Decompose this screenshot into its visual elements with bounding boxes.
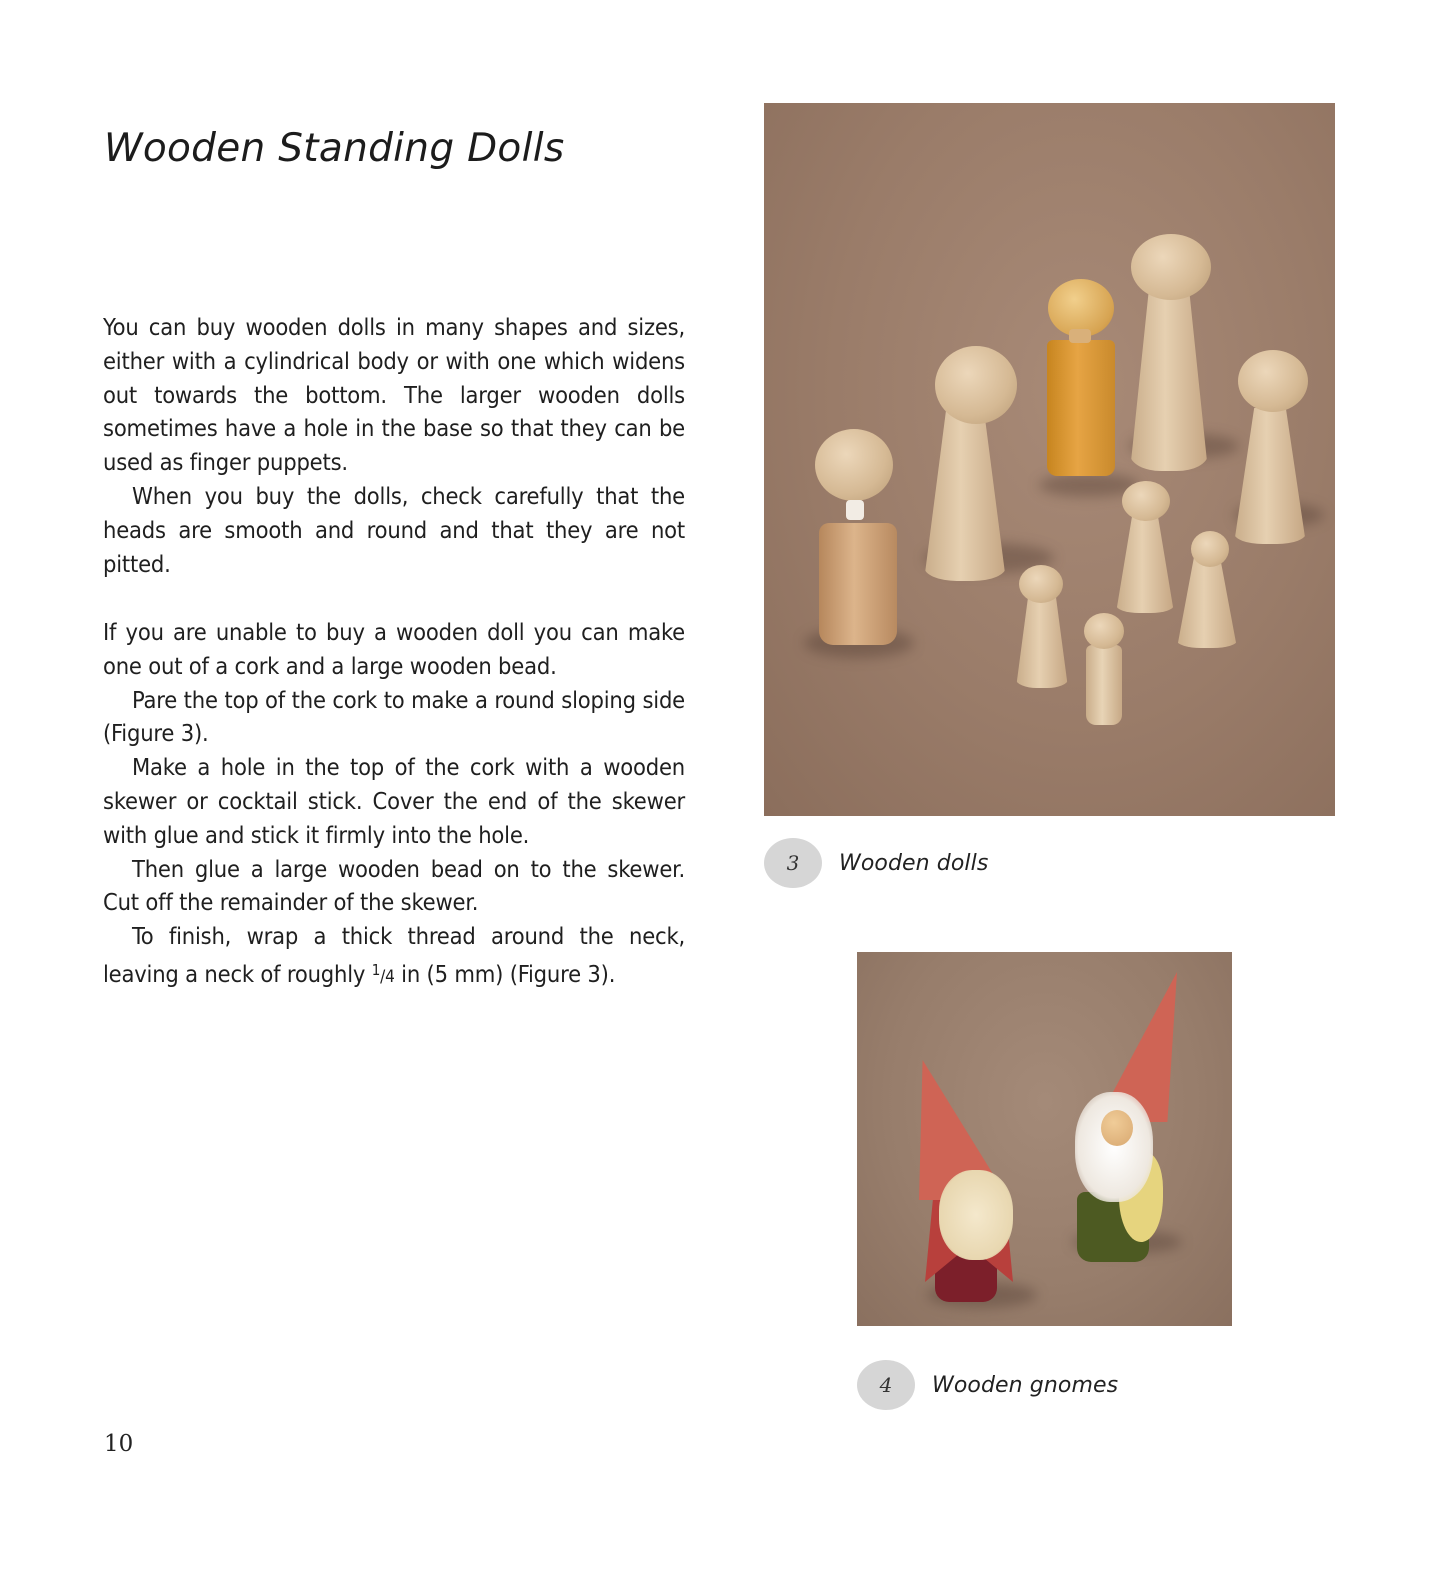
fraction-denominator: 4 (385, 966, 395, 987)
fraction-numerator: 1 (371, 960, 381, 979)
figure-3-caption (764, 838, 988, 888)
paragraph: When you buy the dolls, check carefully that the heads are smooth and round and that they are not pitted. (103, 481, 685, 578)
page-title: Wooden Standing Dolls (104, 126, 565, 171)
figure-caption-text: Wooden gnomes (932, 1372, 1119, 1398)
figure-caption-text: Wooden dolls (839, 850, 989, 876)
paragraph (103, 920, 685, 995)
paragraph: Make a hole in the top of the cork with a wooden skewer or cocktail stick. Cover the end of the skewer with glue and stick it firmly into the hole. (103, 753, 685, 849)
large-cone-doll-head (935, 346, 1017, 424)
paragraph: Pare the top of the cork to make a round sloping side (Figure 3). (103, 685, 685, 748)
figure-4-photo (857, 952, 1232, 1326)
tall-cone-doll-head (1131, 234, 1211, 300)
small-cone-doll-body (1116, 515, 1174, 613)
cork-doll-head (815, 429, 893, 501)
right-gnome-face (1101, 1110, 1133, 1146)
paragraph: You can buy wooden dolls in many shapes and sizes, either with a cylindrical body or with one which widens out towards the bottom. The larger wooden dolls sometimes have a hole in the base so that they can be used as finger puppets. (103, 313, 685, 477)
text-run: To finish, wrap a thick thread around the neck, leaving a neck of roughly (103, 922, 685, 988)
figure-number-badge: 3 (764, 838, 822, 888)
page-number: 10 (104, 1431, 134, 1457)
cork-doll-body (819, 523, 897, 645)
text-section-store-bought (103, 311, 685, 581)
figure-3-photo (764, 103, 1335, 816)
paragraph: Then glue a large wooden bead on to the skewer. Cut off the remainder of the skewer. (103, 854, 685, 917)
large-cone-doll-body (924, 403, 1006, 581)
text-section-cork-doll (103, 616, 685, 995)
figure-number-badge: 4 (857, 1360, 915, 1410)
fraction-slash: / (380, 966, 386, 987)
small-cone-doll-head (1122, 481, 1170, 521)
front-right-cone-doll-head (1191, 531, 1229, 567)
figure-4-caption (857, 1360, 1118, 1410)
right-gnome-beard (1075, 1092, 1153, 1202)
left-gnome-beard (939, 1170, 1013, 1260)
tiny-cylinder-doll-body (1086, 645, 1122, 725)
text-run: in (5 mm) (Figure 3). (394, 959, 616, 988)
yellow-cylinder-doll-body (1047, 340, 1115, 476)
front-small-doll-head (1019, 565, 1063, 603)
right-cone-doll-head (1238, 350, 1308, 412)
right-cone-doll-body (1234, 408, 1306, 544)
front-right-cone-doll-body (1177, 558, 1237, 648)
paragraph: If you are unable to buy a wooden doll you can make one out of a cork and a large wooden bead. (103, 618, 685, 680)
tiny-cylinder-doll-head (1084, 613, 1124, 649)
